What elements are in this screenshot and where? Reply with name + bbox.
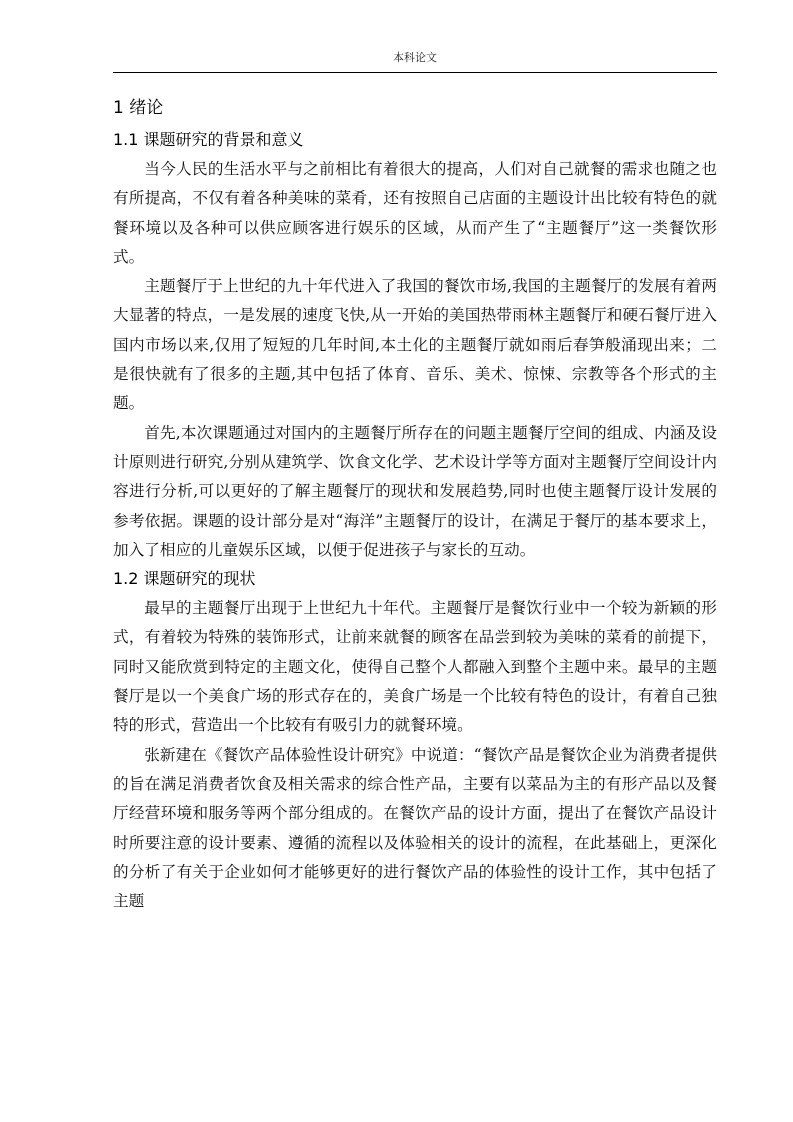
section-heading-1-2: 1.2 课题研究的现状 bbox=[113, 569, 256, 589]
section-heading-1-1: 1.1 课题研究的背景和意义 bbox=[113, 130, 304, 149]
paragraph: 主题餐厅于上世纪的九十年代进入了我国的餐饮市场,我国的主题餐厅的发展有着两大显著的特点，一是发展的速度飞快,从一开始的美国热带雨林主题餐厅和硬石餐厅进入国内市场以来,仅用了短短的几年时间,本土化的主题餐厅就如雨后春笋般涌现出来；二是很快就有了很多的主题,其中包括了体育、音乐、美术、惊悚、宗教等各个形式的主题。 bbox=[113, 277, 717, 413]
paragraph: 最早的主题餐厅出现于上世纪九十年代。主题餐厅是餐饮行业中一个较为新颖的形式，有着较为特殊的装饰形式，让前来就餐的顾客在品尝到较为美味的菜肴的前提下，同时又能欣赏到特定的主题文化，使得自己整个人都融入到整个主题中来。最早的主题餐厅是以一个美食广场的形式存在的，美食广场是一个比较有特色的设计，有着自己独特的形式，营造出一个比较有有吸引力的就餐环境。 bbox=[113, 599, 717, 735]
page-body bbox=[113, 94, 717, 916]
paragraph: 张新建在《餐饮产品体验性设计研究》中说道：“餐饮产品是餐饮企业为消费者提供的旨在满足消费者饮食及相关需求的综合性产品，主要有以菜品为主的有形产品以及餐厅经营环境和服务等两个部分组成的。在餐饮产品的设计方面，提出了在餐饮产品设计时所要注意的设计要素、遵循的流程以及体验相关的设计的流程，在此基础上，更深化的分析了有关于企业如何才能够更好的进行餐饮产品的体验性的设计工作，其中包括了主题 bbox=[113, 745, 717, 911]
chapter-heading: 1 绪论 bbox=[113, 98, 164, 118]
paragraph: 当今人民的生活水平与之前相比有着很大的提高，人们对自己就餐的需求也随之也有所提高，不仅有着各种美味的菜肴，还有按照自己店面的主题设计出比较有特色的就餐环境以及各种可以供应顾客进行娱乐的区域，从而产生了“主题餐厅”这一类餐饮形式。 bbox=[113, 160, 717, 266]
header-title: 本科论文 bbox=[393, 51, 437, 64]
running-header bbox=[113, 50, 717, 73]
paragraph: 首先,本次课题通过对国内的主题餐厅所存在的问题主题餐厅空间的组成、内涵及设计原则进行研究,分别从建筑学、饮食文化学、艺术设计学等方面对主题餐厅空间设计内容进行分析,可以更好的了解主题餐厅的现状和发展趋势,同时也使主题餐厅设计发展的参考依据。课题的设计部分是对“海洋”主题餐厅的设计，在满足于餐厅的基本要求上，加入了相应的儿童娱乐区域，以便于促进孩子与家长的互动。 bbox=[113, 423, 717, 559]
